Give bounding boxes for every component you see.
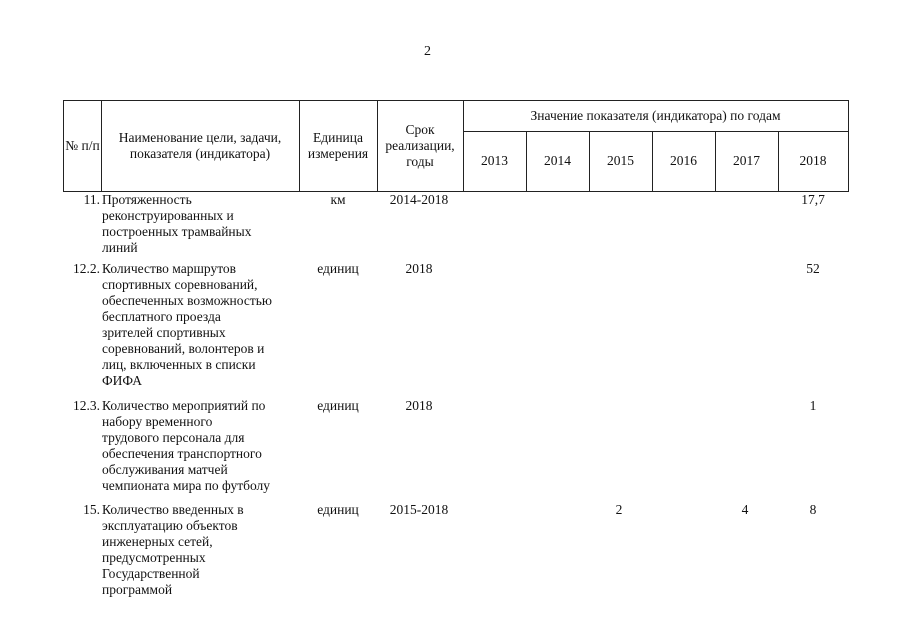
header-num: № п/п [65, 138, 100, 153]
row-name [102, 502, 302, 598]
name-line: ФИФА [102, 373, 142, 388]
name-line: Количество маршрутов [102, 261, 237, 276]
value-2015: 2 [615, 502, 623, 517]
value-2018: 52 [806, 261, 820, 276]
header-year: 2017 [733, 153, 760, 168]
name-line: линий [102, 240, 138, 255]
row-unit: км [330, 192, 346, 207]
value-2017: 4 [741, 502, 749, 517]
header-values-group: Значение показателя (индикатора) по годам [530, 108, 781, 123]
name-line: спортивных соревнований, [102, 277, 258, 292]
name-line: Количество мероприятий по [102, 398, 266, 413]
row-number: 12.3. [73, 398, 100, 413]
row-unit: единиц [317, 261, 359, 276]
row-name [102, 261, 302, 389]
name-line: чемпионата мира по футболу [102, 478, 271, 493]
name-line: трудового персонала для [102, 430, 245, 445]
page-number: 2 [424, 44, 431, 59]
row-term: 2015-2018 [389, 502, 449, 517]
row-number: 11. [83, 192, 100, 207]
row-number: 15. [83, 502, 100, 517]
row-name [102, 192, 302, 256]
name-line: предусмотренных [102, 550, 206, 565]
row-term: 2018 [405, 261, 433, 276]
header-name: Наименование цели, задачи, показателя (индикатора) [118, 130, 282, 161]
name-line: Количество введенных в [102, 502, 244, 517]
header-year: 2014 [544, 153, 571, 168]
row-term: 2014-2018 [389, 192, 449, 207]
header-unit: Единица измерения [307, 130, 369, 161]
name-line: реконструированных и [102, 208, 234, 223]
row-unit: единиц [317, 502, 359, 517]
name-line: обеспечения транспортного [102, 446, 262, 461]
name-line: бесплатного проезда [102, 309, 221, 324]
name-line: обеспеченных возможностью [102, 293, 272, 308]
row-name [102, 398, 302, 494]
header-year: 2016 [670, 153, 697, 168]
value-2018: 1 [809, 398, 817, 413]
name-line: инженерных сетей, [102, 534, 213, 549]
name-line: набору временного [102, 414, 213, 429]
name-line: лиц, включенных в списки [102, 357, 256, 372]
name-line: программой [102, 582, 173, 597]
name-line: Государственной [102, 566, 200, 581]
name-line: эксплуатацию объектов [102, 518, 238, 533]
value-2018: 8 [809, 502, 817, 517]
name-line: построенных трамвайных [102, 224, 252, 239]
name-line: соревнований, волонтеров и [102, 341, 265, 356]
name-line: зрителей спортивных [102, 325, 226, 340]
name-line: обслуживания матчей [102, 462, 228, 477]
header-term: Срок реализации, годы [385, 122, 455, 169]
header-year: 2013 [481, 153, 508, 168]
row-number: 12.2. [73, 261, 100, 276]
value-2018: 17,7 [801, 192, 825, 207]
row-unit: единиц [317, 398, 359, 413]
row-term: 2018 [405, 398, 433, 413]
name-line: Протяженность [102, 192, 192, 207]
header-year: 2018 [799, 153, 827, 168]
header-year: 2015 [607, 153, 634, 168]
table-header [63, 100, 849, 192]
